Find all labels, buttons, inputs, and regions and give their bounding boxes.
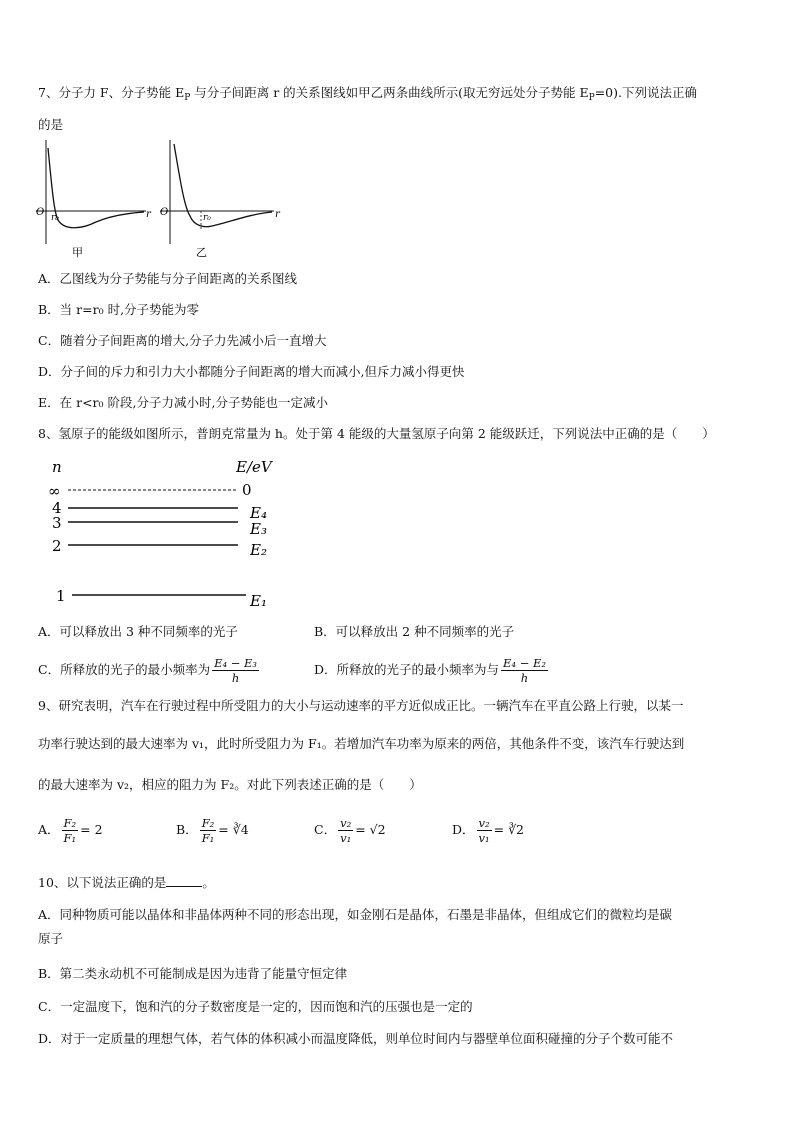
- q8-option-c: C．所释放的光子的最小频率为 $\frac{\text{E₄ − E₃}}{h}$: [38, 656, 258, 685]
- q7-option-e: E．在 r<r₀ 阶段,分子力减小时,分子势能也一定减小: [38, 395, 328, 410]
- level-3-e: E₃: [250, 520, 267, 538]
- level-4-e: E₄: [250, 504, 267, 522]
- level-inf-n: ∞: [48, 482, 61, 500]
- q8-stem: 8、氢原子的能级如图所示，普朗克常量为 h。处于第 4 能级的大量氢原子向第 2 能级跃迁，下列说法中正确的是（ ）: [38, 426, 715, 441]
- q9-option-c: C． $\frac{\text{v₂}}{\text{v₁}}$ = √2: [314, 816, 386, 845]
- q8-option-a: A．可以释放出 3 种不同频率的光子: [38, 624, 238, 639]
- q7-option-b: B．当 r=r₀ 时,分子势能为零: [38, 302, 200, 317]
- q7-option-d: D．分子间的斥力和引力大小都随分子间距离的增大而减小,但斥力减小得更快: [38, 364, 465, 379]
- q10-option-c: C．一定温度下，饱和汽的分子数密度是一定的，因而饱和汽的压强也是一定的: [38, 999, 473, 1014]
- q8-option-c-fraction: $\frac{\text{E₄ − E₃}}{h}$: [214, 656, 258, 685]
- graph-jia-label: 甲: [72, 246, 83, 259]
- q8-energy-diagram: [44, 456, 284, 616]
- graph-jia-r0: r₀: [51, 213, 59, 223]
- level-2-e: E₂: [250, 541, 267, 559]
- diagram-e-label: E/eV: [236, 458, 272, 476]
- q10-stem: 10、以下说法正确的是 。: [38, 875, 215, 890]
- q7-stem-line2: 的是: [38, 117, 64, 132]
- graph-yi: [160, 140, 281, 259]
- q10-option-d: D．对于一定质量的理想气体，若气体的体积减小而温度降低，则单位时间内与器壁单位面积碰撞的分子个数可能不: [38, 1031, 674, 1046]
- q8-option-d-fraction: $\frac{\text{E₄ − E₂}}{h}$: [503, 656, 546, 685]
- answer-blank: [166, 874, 202, 887]
- q7-graphs: [34, 134, 284, 264]
- q10-option-a-line2: 原子: [38, 931, 64, 946]
- graph-jia-origin: O: [36, 207, 45, 218]
- q9-stem-line2: 功率行驶达到的最大速率为 v₁，此时所受阻力为 F₁。若增加汽车功率为原来的两倍，其他条件不变，该汽车行驶达到: [38, 736, 685, 751]
- level-2-n: 2: [52, 537, 62, 555]
- graph-yi-axis: r: [275, 209, 280, 220]
- q9-option-a: A． $\frac{\text{F₂}}{\text{F₁}}$ = 2: [38, 816, 103, 845]
- q7-option-c: C．随着分子间距离的增大,分子力先减小后一直增大: [38, 333, 327, 348]
- graph-jia-axis: r: [146, 209, 151, 220]
- level-inf-e: 0: [242, 481, 252, 499]
- graph-yi-origin: O: [160, 207, 169, 218]
- graph-yi-label: 乙: [196, 246, 207, 259]
- q10-option-b: B．第二类永动机不可能制成是因为违背了能量守恒定律: [38, 966, 348, 981]
- level-1-e: E₁: [250, 592, 267, 610]
- diagram-n-label: n: [52, 458, 62, 476]
- q9-option-d: D． $\frac{\text{v₂}}{\text{v₁}}$ = ∛2: [452, 816, 525, 845]
- level-3-n: 3: [52, 514, 62, 532]
- q8-option-d: D．所释放的光子的最小频率为与 $\frac{\text{E₄ − E₂}}{h}$: [314, 656, 546, 685]
- q9-stem-line1: 9、研究表明，汽车在行驶过程中所受阻力的大小与运动速率的平方近似成正比。一辆汽车在平直公路上行驶，以某一: [38, 698, 684, 713]
- level-4-n: 4: [52, 499, 62, 517]
- graph-yi-r0: r₀: [203, 213, 211, 223]
- level-1-n: 1: [56, 587, 66, 605]
- q9-stem-line3: 的最大速率为 v₂，相应的阻力为 F₂。对此下列表述正确的是（ ）: [38, 777, 422, 792]
- graph-jia: [36, 140, 152, 259]
- q7-option-a: A．乙图线为分子势能与分子间距离的关系图线: [38, 271, 298, 286]
- q7-stem-line1: 7、分子力 F、分子势能 $E_P$ 与分子间距离 r 的关系图线如甲乙两条曲线所示(取无穷远处分子势能 $E_P=0$).下列说法正确: [38, 85, 697, 103]
- q8-option-b: B．可以释放出 2 种不同频率的光子: [314, 624, 515, 639]
- q10-option-a-line1: A．同种物质可能以晶体和非晶体两种不同的形态出现，如金刚石是晶体，石墨是非晶体，但组成它们的微粒均是碳: [38, 907, 673, 922]
- q9-option-b: B． $\frac{\text{F₂}}{\text{F₁}}$ = ∛4: [176, 816, 249, 845]
